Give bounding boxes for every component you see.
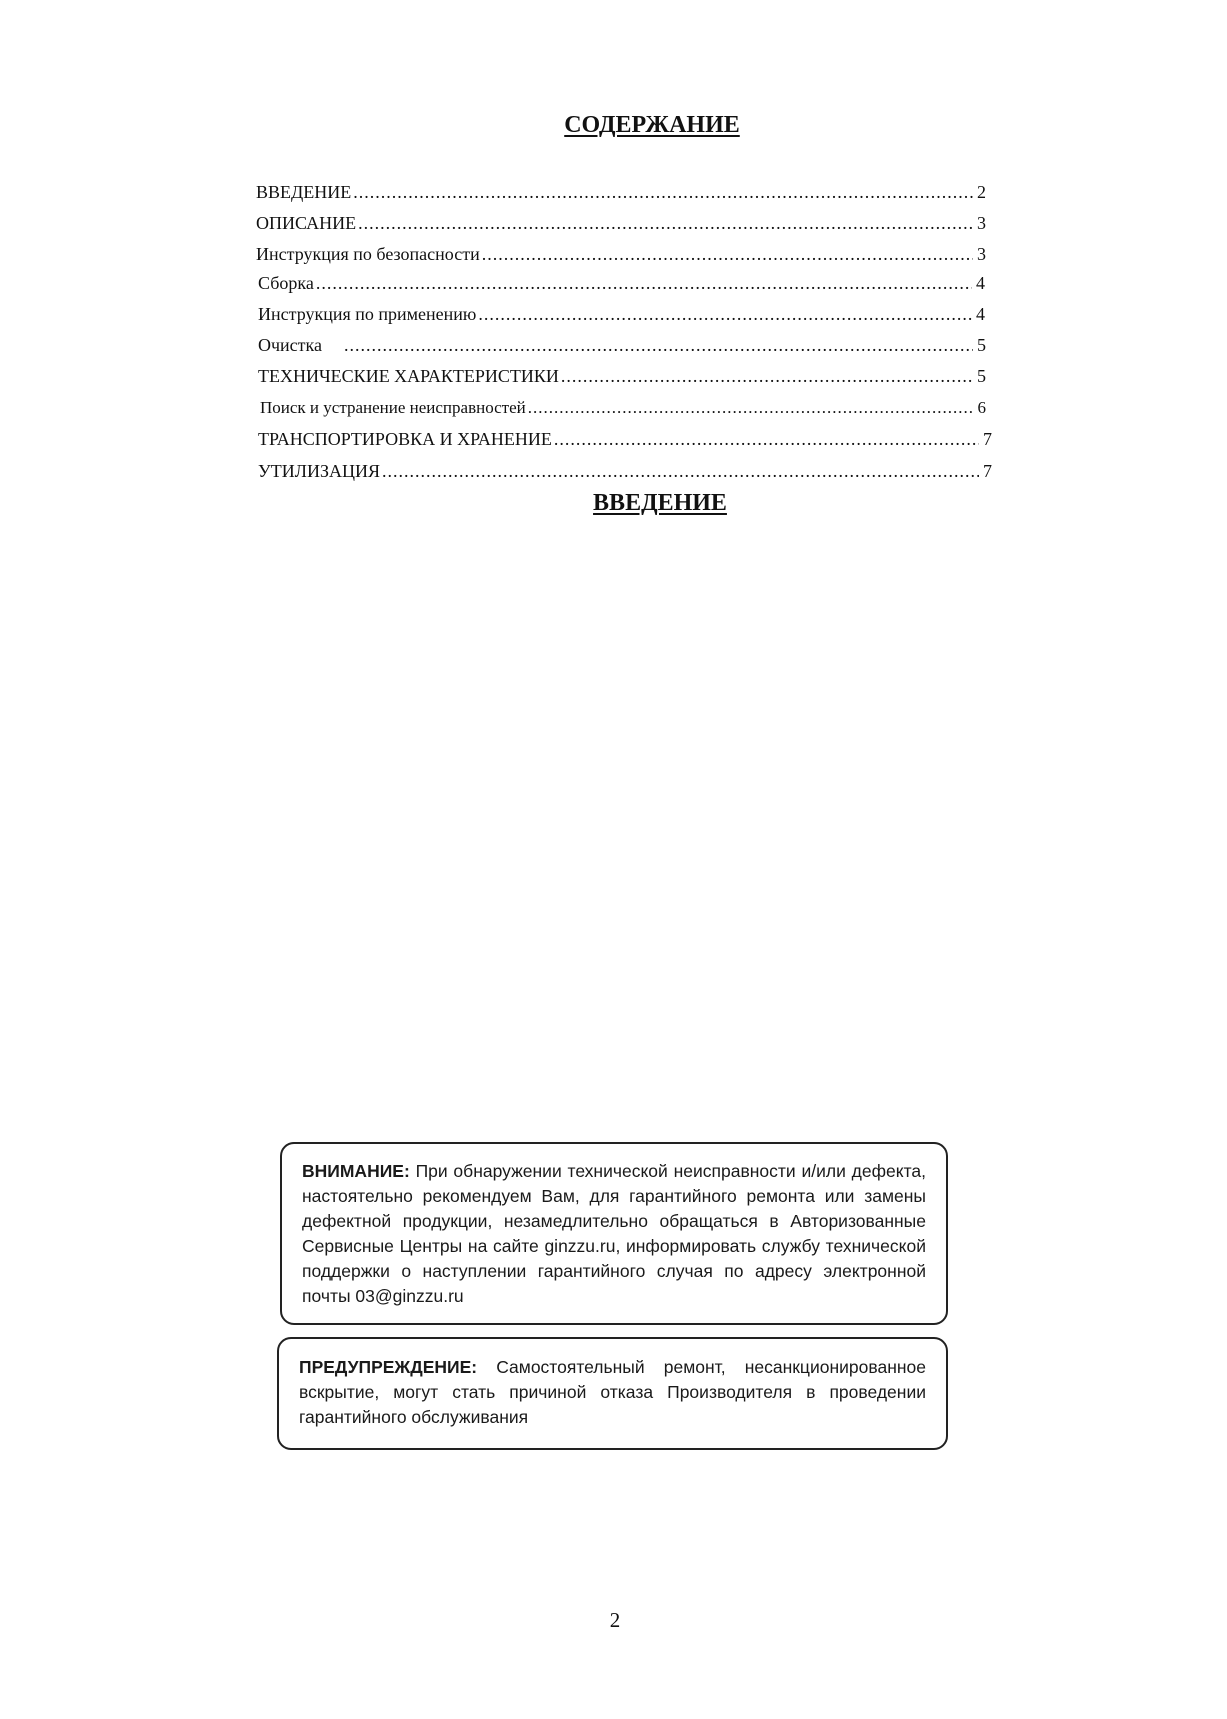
toc-item-troubleshooting [260,397,986,419]
toc-item-label: Инструкция по применению [258,304,477,324]
toc-item-assembly [258,272,985,294]
toc-item-label: ОПИСАНИЕ [256,213,357,233]
toc-dot-leader [353,181,973,203]
caution-text: Самостоятельный ремонт, несанкционированное вскрытие, могут стать причиной отказа Производителя в проведении гарантийного обслуживания [299,1357,926,1427]
toc-item-page: 7 [983,461,992,481]
toc-item-page: 7 [983,429,992,449]
toc-item-disposal [258,460,992,482]
toc-item-introduction [256,181,986,203]
toc-dot-leader [316,272,972,294]
toc-dot-leader [482,243,973,265]
toc-item-page: 3 [977,213,986,233]
warning-lead: ВНИМАНИЕ: [302,1161,410,1181]
toc-item-page: 6 [977,398,986,417]
toc-item-page: 5 [977,335,986,355]
toc-item-label: УТИЛИЗАЦИЯ [258,461,380,481]
caution-lead: ПРЕДУПРЕЖДЕНИЕ: [299,1357,478,1377]
toc-dot-leader [382,460,979,482]
toc-item-label: ТРАНСПОРТИРОВКА И ХРАНЕНИЕ [258,429,552,449]
toc-item-label: ВВЕДЕНИЕ [256,182,352,202]
toc-item-transport-storage [258,428,992,450]
warning-notice-box [280,1142,948,1325]
introduction-heading: ВВЕДЕНИЕ [593,490,727,516]
toc-item-cleaning [258,334,986,356]
toc-item-label: Инструкция по безопасности [256,244,480,264]
toc-dot-leader [528,397,974,419]
toc-item-page: 5 [977,366,986,386]
toc-item-label: Сборка [258,273,314,293]
toc-item-usage [258,303,985,325]
toc-item-page: 4 [976,273,985,293]
toc-item-page: 4 [976,304,985,324]
toc-item-label: Поиск и устранение неисправностей [260,398,526,417]
toc-item-safety [256,243,986,265]
toc-dot-leader [561,365,973,387]
warning-text: При обнаружении технической неисправности и/или дефекта, настоятельно рекомендуем Вам, для гарантийного ремонта или замены дефектной продукции, незамедлительно обращаться в Авторизованные Сервисные Центры на сайте ginzzu.ru, информировать службу технической поддержки о наступлении гарантийного случая по адресу электронной почты 03@ginzzu.ru [302,1161,926,1306]
toc-dot-leader [344,334,973,356]
toc-item-label: ТЕХНИЧЕСКИЕ ХАРАКТЕРИСТИКИ [258,366,559,386]
toc-item-page: 2 [977,182,986,202]
toc-item-label: Очистка [258,335,323,355]
toc-dot-leader [478,303,972,325]
page-number: 2 [609,1608,621,1632]
toc-item-page: 3 [977,244,986,264]
toc-dot-leader [358,212,973,234]
caution-notice-box [277,1337,948,1450]
toc-dot-leader [554,428,979,450]
toc-item-description [256,212,986,234]
toc-item-specifications [258,365,986,387]
toc-title: СОДЕРЖАНИЕ [564,112,740,138]
